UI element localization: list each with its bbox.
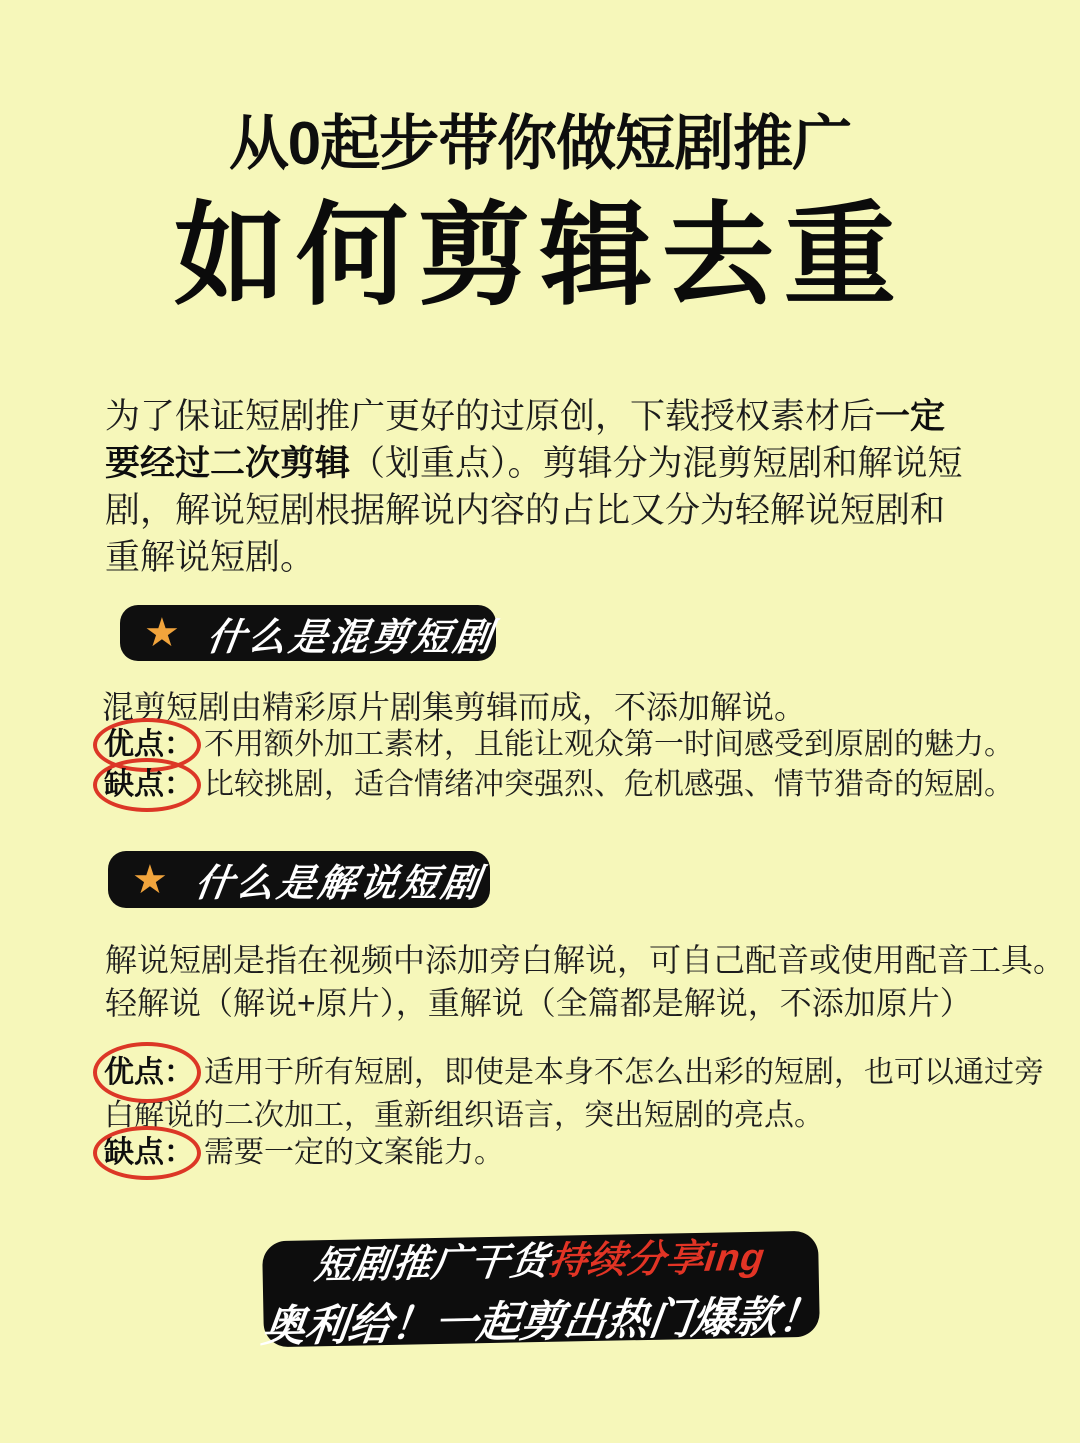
narration-intro-line1: 解说短剧是指在视频中添加旁白解说，可自己配音或使用配音工具。: [105, 942, 1066, 978]
section-header-narration-label: 什么是解说短剧: [192, 863, 486, 905]
section-header-mixcut: [120, 605, 496, 661]
mixcut-cons-text: 比较挑剧，适合情绪冲突强烈、危机感强、情节猎奇的短剧。: [204, 768, 1014, 801]
footer-banner-line1: [312, 1225, 769, 1289]
footer-line1-white: 短剧推广干货: [312, 1240, 552, 1287]
pros-label-circled: 优点：: [104, 728, 194, 761]
intro-paragraph: [105, 393, 967, 581]
poster-kicker: 从0起步带你做短剧推广: [228, 110, 852, 177]
narration-pros-text: 适用于所有短剧，即使是本身不怎么出彩的短剧，也可以通过旁白解说的二次加工，重新组织语言，突出短剧的亮点。: [104, 1056, 1044, 1132]
footer-banner-line2: 奥利给！一起剪出热门爆款！: [258, 1292, 824, 1351]
intro-lead: 为了保证短剧推广更好的过原创，下载授权素材后: [105, 397, 876, 436]
intro-emphasis: 一定要经过二次剪辑: [105, 397, 946, 483]
page-title: 如何剪辑去重: [174, 193, 906, 318]
mixcut-intro: 混剪短剧由精彩原片剧集剪辑而成，不添加解说。: [102, 689, 807, 725]
pros-label-circled: 优点：: [104, 1051, 194, 1094]
mixcut-cons: [104, 767, 1014, 803]
intro-rest: （划重点）。剪辑分为混剪短剧和解说短剧，解说短剧根据解说内容的占比又分为轻解说短剧和重解说短剧。: [105, 444, 963, 577]
section-header-mixcut-label: 什么是混剪短剧: [204, 616, 498, 659]
section-header-narration: [108, 851, 490, 908]
cons-label-circled: 缺点：: [104, 768, 194, 801]
narration-intro-line2: 轻解说（解说+原片），重解说（全篇都是解说，不添加原片）: [105, 985, 972, 1021]
star-icon: ★: [144, 611, 180, 655]
narration-pros: [104, 1051, 1062, 1137]
star-icon: ★: [132, 857, 168, 902]
mixcut-pros-text: 不用额外加工素材，且能让观众第一时间感受到原剧的魅力。: [204, 728, 1014, 761]
narration-cons: [104, 1135, 504, 1171]
cons-label-circled: 缺点：: [104, 1136, 194, 1169]
mixcut-pros: [104, 727, 1014, 763]
footer-banner: [258, 1231, 824, 1351]
footer-line1-red: 持续分享ing: [546, 1236, 768, 1283]
narration-cons-text: 需要一定的文案能力。: [204, 1136, 504, 1169]
